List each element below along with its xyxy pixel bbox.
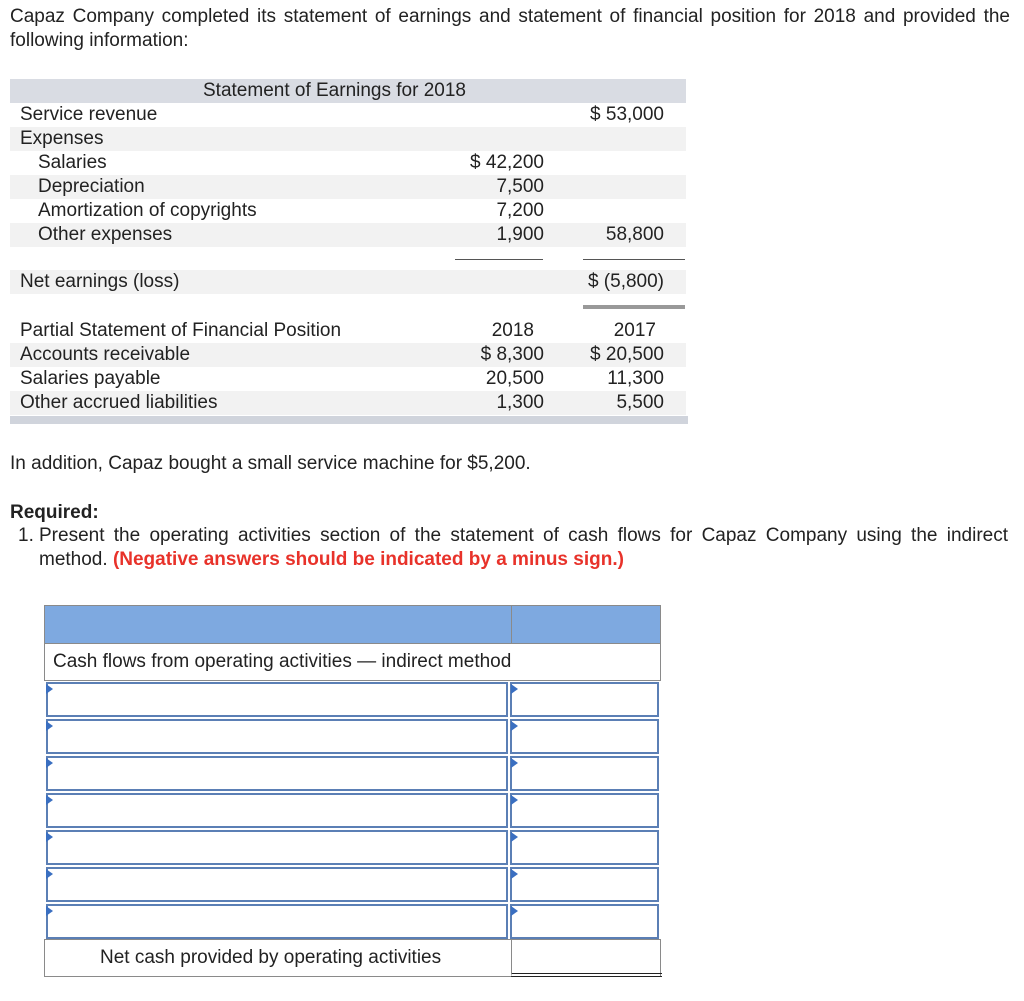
answer-label-input[interactable] — [46, 904, 508, 939]
answer-section-title: Cash flows from operating activities — indirect method — [44, 644, 661, 681]
answer-label-input[interactable] — [46, 867, 508, 902]
required-instruction: Present the operating activities section of the statement of cash flows for Capaz Company using the indirect method. — [39, 525, 1008, 570]
answer-row — [44, 829, 661, 866]
answer-amount-input[interactable] — [510, 830, 659, 865]
answer-row — [44, 866, 661, 903]
dropdown-marker-icon — [511, 795, 518, 805]
position-header-row — [10, 319, 686, 343]
dropdown-marker-icon — [46, 758, 53, 768]
accounts-receivable-label: Accounts receivable — [20, 344, 191, 365]
answer-grid-header — [44, 605, 661, 644]
dropdown-marker-icon — [511, 869, 518, 879]
other-expenses-label: Other expenses — [38, 224, 173, 245]
service-revenue-total: $ 53,000 — [590, 104, 664, 125]
net-earnings-label: Net earnings (loss) — [20, 271, 180, 292]
dropdown-marker-icon — [46, 869, 53, 879]
other-accrued-row — [10, 391, 686, 415]
answer-row — [44, 718, 661, 755]
position-title: Partial Statement of Financial Position — [20, 320, 342, 341]
total-expenses: 58,800 — [605, 224, 664, 245]
dropdown-marker-icon — [46, 832, 53, 842]
subtotal-rule-col2 — [583, 259, 685, 260]
answer-row — [44, 792, 661, 829]
required-number: 1. — [18, 525, 34, 546]
earnings-title: Statement of Earnings for 2018 — [203, 80, 466, 101]
expenses-label: Expenses — [20, 128, 104, 149]
addition-text: In addition, Capaz bought a small service machine for $5,200. — [10, 453, 531, 474]
answer-label-input[interactable] — [46, 830, 508, 865]
net-cash-row — [44, 939, 661, 977]
dropdown-marker-icon — [511, 721, 518, 731]
amortization-amount: 7,200 — [496, 200, 544, 221]
amortization-row — [10, 199, 686, 223]
required-note: (Negative answers should be indicated by a minus sign.) — [112, 549, 624, 570]
accounts-receivable-row — [10, 343, 686, 367]
answer-label-input[interactable] — [46, 719, 508, 754]
other-accrued-2018: 1,300 — [496, 392, 544, 413]
answer-row — [44, 681, 661, 718]
subtotal-rule-col1 — [455, 259, 543, 260]
answer-grid — [44, 605, 661, 977]
depreciation-amount: 7,500 — [496, 176, 544, 197]
position-col-2017: 2017 — [613, 320, 656, 341]
answer-label-input[interactable] — [46, 756, 508, 791]
position-col-2018: 2018 — [491, 320, 534, 341]
depreciation-row — [10, 175, 686, 199]
answer-amount-input[interactable] — [510, 793, 659, 828]
accounts-receivable-2018: $ 8,300 — [480, 344, 544, 365]
expenses-row — [10, 127, 686, 151]
net-cash-label: Net cash provided by operating activities — [100, 947, 442, 968]
salaries-row — [10, 151, 686, 175]
dropdown-marker-icon — [46, 906, 53, 916]
dropdown-marker-icon — [511, 758, 518, 768]
answer-amount-input[interactable] — [510, 904, 659, 939]
other-expenses-row — [10, 223, 686, 247]
dropdown-marker-icon — [46, 795, 53, 805]
answer-label-input[interactable] — [46, 793, 508, 828]
net-earnings-row — [10, 270, 686, 294]
earnings-header — [10, 79, 686, 103]
dropdown-marker-icon — [511, 832, 518, 842]
service-revenue-row — [10, 103, 686, 127]
service-revenue-label: Service revenue — [20, 104, 158, 125]
earnings-statement — [10, 79, 686, 294]
answer-row — [44, 755, 661, 792]
answer-label-input[interactable] — [46, 682, 508, 717]
salaries-payable-row — [10, 367, 686, 391]
salaries-amount: $ 42,200 — [470, 152, 544, 173]
depreciation-label: Depreciation — [38, 176, 145, 197]
amortization-label: Amortization of copyrights — [38, 200, 257, 221]
answer-row — [44, 903, 661, 940]
position-bottom-bar — [10, 416, 688, 424]
other-expenses-amount: 1,900 — [496, 224, 544, 245]
financial-position — [10, 319, 686, 415]
dropdown-marker-icon — [46, 684, 53, 694]
required-item — [18, 524, 1008, 572]
salaries-label: Salaries — [38, 152, 107, 173]
dropdown-marker-icon — [511, 906, 518, 916]
dropdown-marker-icon — [46, 721, 53, 731]
answer-amount-input[interactable] — [510, 867, 659, 902]
salaries-payable-2017: 11,300 — [607, 368, 664, 389]
answer-amount-input[interactable] — [510, 719, 659, 754]
other-accrued-label: Other accrued liabilities — [20, 392, 218, 413]
answer-amount-input[interactable] — [510, 682, 659, 717]
intro-text: Capaz Company completed its statement of earnings and statement of financial position for 2018 and provided the following information: — [10, 6, 1010, 51]
accounts-receivable-2017: $ 20,500 — [590, 344, 664, 365]
answer-amount-input[interactable] — [510, 756, 659, 791]
net-earnings-rule — [583, 305, 685, 309]
net-earnings-total: $ (5,800) — [587, 271, 664, 292]
required-title: Required: — [10, 502, 99, 523]
dropdown-marker-icon — [511, 684, 518, 694]
salaries-payable-label: Salaries payable — [20, 368, 161, 389]
salaries-payable-2018: 20,500 — [485, 368, 544, 389]
net-cash-amount-input[interactable] — [511, 940, 662, 977]
other-accrued-2017: 5,500 — [616, 392, 664, 413]
